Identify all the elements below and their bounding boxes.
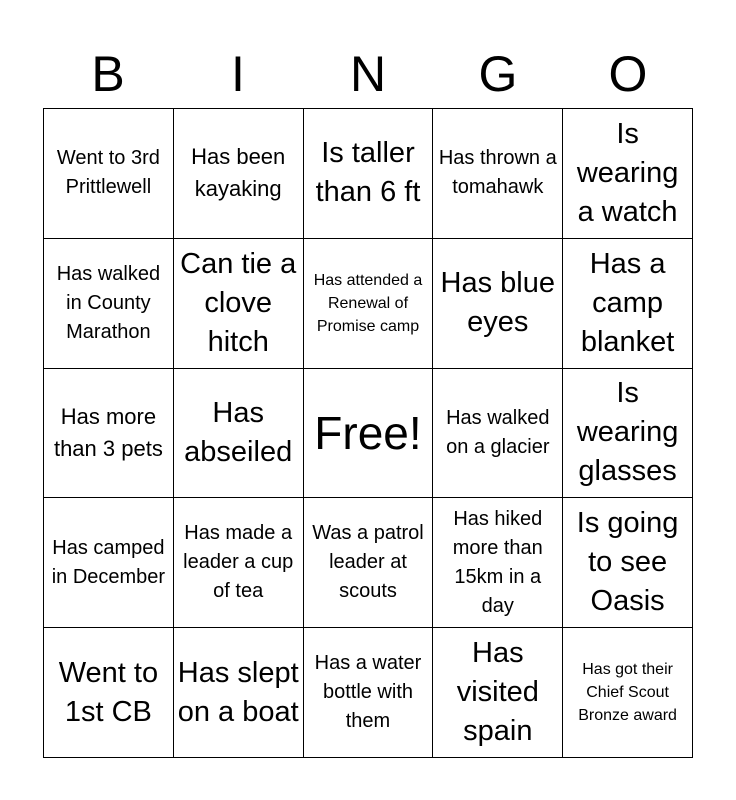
cell-text: Has a water bottle with them <box>314 652 422 733</box>
bingo-cell[interactable] <box>304 239 434 369</box>
bingo-cell[interactable] <box>174 109 304 239</box>
bingo-cell[interactable] <box>433 498 563 628</box>
cell-text: Is wearing glasses <box>576 377 679 488</box>
cell-text: Was a patrol leader at scouts <box>312 522 424 603</box>
header-letter-g: G <box>478 46 518 102</box>
bingo-cell[interactable] <box>433 628 563 758</box>
cell-text: Has abseiled <box>184 396 293 468</box>
header-letter-i: I <box>231 46 245 102</box>
bingo-cell[interactable] <box>563 239 693 369</box>
cell-text: Has more than 3 pets <box>53 403 163 461</box>
header-letter-b: B <box>91 46 125 102</box>
bingo-cell[interactable] <box>44 109 174 239</box>
cell-text: Went to 1st CB <box>58 656 159 728</box>
cell-text: Free! <box>314 406 422 459</box>
cell-text: Has walked in County Marathon <box>56 262 161 343</box>
header-letter-o: O <box>608 46 648 102</box>
header-letter-n: N <box>349 46 387 102</box>
cell-text: Is wearing a watch <box>576 117 679 228</box>
bingo-cell[interactable] <box>563 498 693 628</box>
bingo-cell[interactable] <box>44 369 174 499</box>
cell-text: Has been kayaking <box>191 144 286 202</box>
cell-text: Has thrown a tomahawk <box>438 147 557 199</box>
cell-text: Went to 3rd Prittlewell <box>56 147 160 199</box>
cell-text: Has hiked more than 15km in a day <box>452 507 543 617</box>
bingo-cell[interactable] <box>304 498 434 628</box>
bingo-cell[interactable] <box>44 498 174 628</box>
cell-text: Has got their Chief Scout Bronze award <box>578 661 677 725</box>
cell-text: Can tie a clove hitch <box>180 247 297 358</box>
cell-text: Has attended a Renewal of Promise camp <box>313 271 423 335</box>
bingo-cell[interactable] <box>433 239 563 369</box>
bingo-cell[interactable] <box>433 369 563 499</box>
bingo-cell[interactable] <box>44 628 174 758</box>
bingo-cell[interactable] <box>563 628 693 758</box>
bingo-cell[interactable] <box>44 239 174 369</box>
cell-text: Has camped in December <box>51 536 166 588</box>
cell-text: Has visited spain <box>456 637 539 748</box>
cell-text: Has made a leader a cup of tea <box>183 522 294 603</box>
cell-text: Has blue eyes <box>440 267 556 339</box>
bingo-cell[interactable] <box>174 239 304 369</box>
bingo-cell[interactable] <box>174 498 304 628</box>
cell-text: Has walked on a glacier <box>446 406 550 458</box>
bingo-cell[interactable] <box>563 109 693 239</box>
bingo-cell[interactable] <box>174 369 304 499</box>
bingo-cell[interactable] <box>304 628 434 758</box>
bingo-header <box>43 40 693 108</box>
bingo-cell[interactable] <box>304 109 434 239</box>
bingo-card-grid <box>43 108 693 758</box>
cell-text: Has a camp blanket <box>580 247 675 358</box>
bingo-cell[interactable] <box>433 109 563 239</box>
cell-text: Has slept on a boat <box>177 656 299 728</box>
free-space-cell[interactable] <box>304 369 434 499</box>
cell-text: Is going to see Oasis <box>576 507 679 618</box>
bingo-cell[interactable] <box>174 628 304 758</box>
cell-text: Is taller than 6 ft <box>315 137 421 209</box>
bingo-cell[interactable] <box>563 369 693 499</box>
